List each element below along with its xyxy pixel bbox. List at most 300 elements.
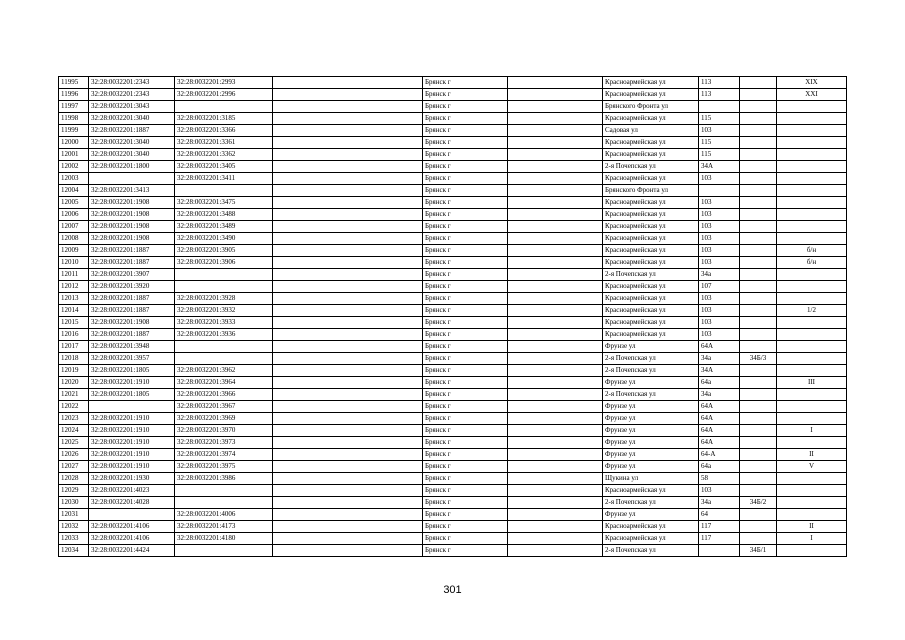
table-row: [59, 245, 847, 257]
apartment-cell: [777, 341, 847, 353]
object-cadastral-number-cell: 32:28:0032201:3362: [175, 149, 273, 161]
row-number-cell: 12029: [59, 485, 89, 497]
row-number-cell: 12003: [59, 173, 89, 185]
cadastral-number-cell: 32:28:0032201:1910: [89, 413, 175, 425]
row-number-cell: 12005: [59, 197, 89, 209]
cadastral-number-cell: 32:28:0032201:1887: [89, 293, 175, 305]
cadastral-number-cell: 32:28:0032201:1887: [89, 329, 175, 341]
house-number-cell: 34а: [699, 353, 740, 365]
cadastral-number-cell: 32:28:0032201:1800: [89, 161, 175, 173]
row-number-cell: 11996: [59, 89, 89, 101]
cadastral-number-cell: 32:28:0032201:1908: [89, 221, 175, 233]
table-row: [59, 293, 847, 305]
cadastral-number-cell: 32:28:0032201:1887: [89, 245, 175, 257]
row-number-cell: 11995: [59, 77, 89, 89]
house-number-cell: 64А: [699, 341, 740, 353]
object-cadastral-number-cell: 32:28:0032201:3974: [175, 449, 273, 461]
building-cell: [740, 377, 777, 389]
street-cell: Красноармейская ул: [603, 137, 699, 149]
street-cell: Фрунзе ул: [603, 437, 699, 449]
cadastral-number-cell: 32:28:0032201:1887: [89, 305, 175, 317]
house-number-cell: 64-А: [699, 449, 740, 461]
row-number-cell: 12024: [59, 425, 89, 437]
city-cell: Брянск г: [423, 281, 508, 293]
row-number-cell: 12012: [59, 281, 89, 293]
apartment-cell: 1/2: [777, 305, 847, 317]
house-number-cell: 103: [699, 257, 740, 269]
blank-cell: [273, 173, 423, 185]
object-cadastral-number-cell: 32:28:0032201:3932: [175, 305, 273, 317]
city-cell: Брянск г: [423, 221, 508, 233]
blank-cell: [273, 341, 423, 353]
blank-cell: [273, 545, 423, 557]
object-cadastral-number-cell: 32:28:0032201:3361: [175, 137, 273, 149]
apartment-cell: II: [777, 449, 847, 461]
object-cadastral-number-cell: 32:28:0032201:3986: [175, 473, 273, 485]
blank-cell: [273, 365, 423, 377]
table-row: [59, 353, 847, 365]
apartment-cell: [777, 173, 847, 185]
table-row: [59, 281, 847, 293]
table-row: [59, 197, 847, 209]
cadastral-number-cell: 32:28:0032201:1908: [89, 317, 175, 329]
street-cell: Красноармейская ул: [603, 245, 699, 257]
row-number-cell: 12013: [59, 293, 89, 305]
apartment-cell: [777, 329, 847, 341]
apartment-cell: [777, 197, 847, 209]
object-cadastral-number-cell: [175, 485, 273, 497]
object-cadastral-number-cell: [175, 269, 273, 281]
street-cell: Садовая ул: [603, 125, 699, 137]
city-cell: Брянск г: [423, 89, 508, 101]
object-cadastral-number-cell: 32:28:0032201:3936: [175, 329, 273, 341]
table-row: [59, 161, 847, 173]
object-cadastral-number-cell: 32:28:0032201:3970: [175, 425, 273, 437]
house-number-cell: 115: [699, 113, 740, 125]
blank-cell: [508, 77, 603, 89]
row-number-cell: 12000: [59, 137, 89, 149]
table-row: [59, 497, 847, 509]
object-cadastral-number-cell: 32:28:0032201:3475: [175, 197, 273, 209]
blank-cell: [508, 425, 603, 437]
cadastral-number-cell: 32:28:0032201:1910: [89, 437, 175, 449]
street-cell: Красноармейская ул: [603, 257, 699, 269]
building-cell: [740, 161, 777, 173]
apartment-cell: [777, 437, 847, 449]
building-cell: [740, 245, 777, 257]
blank-cell: [273, 197, 423, 209]
row-number-cell: 12021: [59, 389, 89, 401]
blank-cell: [273, 257, 423, 269]
apartment-cell: I: [777, 425, 847, 437]
table-row: [59, 257, 847, 269]
object-cadastral-number-cell: [175, 281, 273, 293]
city-cell: Брянск г: [423, 293, 508, 305]
table-row: [59, 545, 847, 557]
cadastral-number-cell: 32:28:0032201:1887: [89, 125, 175, 137]
apartment-cell: [777, 293, 847, 305]
street-cell: Фрунзе ул: [603, 413, 699, 425]
building-cell: [740, 449, 777, 461]
cadastral-number-cell: 32:28:0032201:1910: [89, 377, 175, 389]
object-cadastral-number-cell: 32:28:0032201:3975: [175, 461, 273, 473]
apartment-cell: [777, 221, 847, 233]
building-cell: 34Б/2: [740, 497, 777, 509]
city-cell: Брянск г: [423, 209, 508, 221]
apartment-cell: [777, 161, 847, 173]
street-cell: 2-я Почепская ул: [603, 365, 699, 377]
blank-cell: [273, 209, 423, 221]
table-row: [59, 89, 847, 101]
house-number-cell: 103: [699, 173, 740, 185]
street-cell: Красноармейская ул: [603, 89, 699, 101]
row-number-cell: 12027: [59, 461, 89, 473]
row-number-cell: 12009: [59, 245, 89, 257]
cadastral-number-cell: 32:28:0032201:3040: [89, 149, 175, 161]
building-cell: [740, 329, 777, 341]
object-cadastral-number-cell: 32:28:0032201:3185: [175, 113, 273, 125]
table-row: [59, 77, 847, 89]
table-row: [59, 185, 847, 197]
blank-cell: [508, 329, 603, 341]
street-cell: Красноармейская ул: [603, 521, 699, 533]
object-cadastral-number-cell: 32:28:0032201:3933: [175, 317, 273, 329]
street-cell: 2-я Почепская ул: [603, 161, 699, 173]
building-cell: [740, 521, 777, 533]
cadastral-number-cell: 32:28:0032201:3948: [89, 341, 175, 353]
table-row: [59, 533, 847, 545]
blank-cell: [273, 233, 423, 245]
apartment-cell: [777, 101, 847, 113]
row-number-cell: 12032: [59, 521, 89, 533]
apartment-cell: [777, 209, 847, 221]
object-cadastral-number-cell: [175, 497, 273, 509]
building-cell: [740, 461, 777, 473]
blank-cell: [273, 161, 423, 173]
blank-cell: [508, 485, 603, 497]
row-number-cell: 12031: [59, 509, 89, 521]
table-row: [59, 137, 847, 149]
house-number-cell: 34а: [699, 269, 740, 281]
blank-cell: [508, 149, 603, 161]
street-cell: Фрунзе ул: [603, 425, 699, 437]
building-cell: [740, 185, 777, 197]
blank-cell: [508, 197, 603, 209]
cadastral-number-cell: 32:28:0032201:3040: [89, 137, 175, 149]
city-cell: Брянск г: [423, 545, 508, 557]
house-number-cell: 64А: [699, 413, 740, 425]
house-number-cell: 103: [699, 485, 740, 497]
building-cell: [740, 401, 777, 413]
blank-cell: [508, 365, 603, 377]
blank-cell: [273, 89, 423, 101]
street-cell: Красноармейская ул: [603, 113, 699, 125]
cadastral-number-cell: 32:28:0032201:3907: [89, 269, 175, 281]
building-cell: [740, 233, 777, 245]
apartment-cell: [777, 413, 847, 425]
street-cell: Фрунзе ул: [603, 377, 699, 389]
street-cell: Фрунзе ул: [603, 509, 699, 521]
city-cell: Брянск г: [423, 533, 508, 545]
apartment-cell: [777, 281, 847, 293]
object-cadastral-number-cell: 32:28:0032201:3973: [175, 437, 273, 449]
house-number-cell: 64А: [699, 401, 740, 413]
object-cadastral-number-cell: 32:28:0032201:3928: [175, 293, 273, 305]
blank-cell: [508, 509, 603, 521]
table-row: [59, 305, 847, 317]
row-number-cell: 12019: [59, 365, 89, 377]
blank-cell: [273, 329, 423, 341]
house-number-cell: 103: [699, 317, 740, 329]
object-cadastral-number-cell: 32:28:0032201:4006: [175, 509, 273, 521]
street-cell: Красноармейская ул: [603, 209, 699, 221]
blank-cell: [273, 185, 423, 197]
house-number-cell: 117: [699, 533, 740, 545]
apartment-cell: [777, 269, 847, 281]
apartment-cell: [777, 509, 847, 521]
street-cell: Фрунзе ул: [603, 341, 699, 353]
house-number-cell: 103: [699, 293, 740, 305]
city-cell: Брянск г: [423, 149, 508, 161]
house-number-cell: 64А: [699, 437, 740, 449]
object-cadastral-number-cell: 32:28:0032201:2993: [175, 77, 273, 89]
row-number-cell: 12033: [59, 533, 89, 545]
blank-cell: [508, 533, 603, 545]
table-row: [59, 329, 847, 341]
row-number-cell: 12010: [59, 257, 89, 269]
house-number-cell: [699, 101, 740, 113]
city-cell: Брянск г: [423, 437, 508, 449]
house-number-cell: 103: [699, 233, 740, 245]
apartment-cell: III: [777, 377, 847, 389]
blank-cell: [508, 257, 603, 269]
apartment-cell: б/н: [777, 257, 847, 269]
building-cell: [740, 101, 777, 113]
house-number-cell: 64а: [699, 461, 740, 473]
house-number-cell: 113: [699, 89, 740, 101]
apartment-cell: I: [777, 533, 847, 545]
object-cadastral-number-cell: 32:28:0032201:3969: [175, 413, 273, 425]
street-cell: Красноармейская ул: [603, 305, 699, 317]
city-cell: Брянск г: [423, 461, 508, 473]
blank-cell: [273, 77, 423, 89]
house-number-cell: 103: [699, 245, 740, 257]
building-cell: [740, 365, 777, 377]
cadastral-number-cell: 32:28:0032201:2343: [89, 77, 175, 89]
house-number-cell: 34а: [699, 389, 740, 401]
blank-cell: [508, 293, 603, 305]
street-cell: Фрунзе ул: [603, 401, 699, 413]
street-cell: 2-я Почепская ул: [603, 389, 699, 401]
table-body: [59, 77, 847, 557]
blank-cell: [508, 269, 603, 281]
blank-cell: [273, 473, 423, 485]
object-cadastral-number-cell: [175, 545, 273, 557]
row-number-cell: 12023: [59, 413, 89, 425]
object-cadastral-number-cell: [175, 353, 273, 365]
blank-cell: [508, 233, 603, 245]
blank-cell: [273, 353, 423, 365]
building-cell: [740, 137, 777, 149]
city-cell: Брянск г: [423, 497, 508, 509]
cadastral-number-cell: 32:28:0032201:1908: [89, 233, 175, 245]
apartment-cell: XXI: [777, 89, 847, 101]
blank-cell: [273, 521, 423, 533]
house-number-cell: [699, 545, 740, 557]
blank-cell: [508, 353, 603, 365]
table-row: [59, 401, 847, 413]
cadastral-number-cell: 32:28:0032201:1805: [89, 365, 175, 377]
blank-cell: [508, 317, 603, 329]
building-cell: [740, 437, 777, 449]
building-cell: [740, 77, 777, 89]
apartment-cell: [777, 233, 847, 245]
street-cell: Красноармейская ул: [603, 233, 699, 245]
blank-cell: [508, 437, 603, 449]
house-number-cell: 103: [699, 209, 740, 221]
apartment-cell: [777, 353, 847, 365]
blank-cell: [273, 485, 423, 497]
row-number-cell: 12014: [59, 305, 89, 317]
blank-cell: [273, 113, 423, 125]
cadastral-number-cell: 32:28:0032201:3413: [89, 185, 175, 197]
street-cell: Красноармейская ул: [603, 197, 699, 209]
city-cell: Брянск г: [423, 305, 508, 317]
street-cell: Красноармейская ул: [603, 329, 699, 341]
row-number-cell: 12016: [59, 329, 89, 341]
apartment-cell: II: [777, 521, 847, 533]
blank-cell: [508, 137, 603, 149]
blank-cell: [508, 221, 603, 233]
building-cell: 34Б/3: [740, 353, 777, 365]
cadastral-number-cell: 32:28:0032201:1930: [89, 473, 175, 485]
object-cadastral-number-cell: [175, 185, 273, 197]
apartment-cell: [777, 149, 847, 161]
building-cell: [740, 305, 777, 317]
city-cell: Брянск г: [423, 485, 508, 497]
building-cell: [740, 197, 777, 209]
blank-cell: [508, 449, 603, 461]
blank-cell: [508, 209, 603, 221]
house-number-cell: [699, 185, 740, 197]
cadastral-number-cell: 32:28:0032201:4424: [89, 545, 175, 557]
city-cell: Брянск г: [423, 137, 508, 149]
blank-cell: [508, 377, 603, 389]
object-cadastral-number-cell: 32:28:0032201:3967: [175, 401, 273, 413]
row-number-cell: 12028: [59, 473, 89, 485]
blank-cell: [508, 497, 603, 509]
cadastral-number-cell: [89, 401, 175, 413]
blank-cell: [273, 293, 423, 305]
building-cell: 34Б/1: [740, 545, 777, 557]
blank-cell: [508, 281, 603, 293]
blank-cell: [273, 389, 423, 401]
building-cell: [740, 533, 777, 545]
table-row: [59, 521, 847, 533]
city-cell: Брянск г: [423, 77, 508, 89]
table-row: [59, 473, 847, 485]
apartment-cell: V: [777, 461, 847, 473]
street-cell: Красноармейская ул: [603, 317, 699, 329]
blank-cell: [508, 185, 603, 197]
building-cell: [740, 125, 777, 137]
table-row: [59, 377, 847, 389]
city-cell: Брянск г: [423, 257, 508, 269]
blank-cell: [508, 245, 603, 257]
building-cell: [740, 113, 777, 125]
object-cadastral-number-cell: 32:28:0032201:2996: [175, 89, 273, 101]
blank-cell: [508, 305, 603, 317]
building-cell: [740, 257, 777, 269]
apartment-cell: [777, 365, 847, 377]
cadastral-number-cell: [89, 173, 175, 185]
cadastral-number-cell: 32:28:0032201:1908: [89, 197, 175, 209]
apartment-cell: [777, 137, 847, 149]
object-cadastral-number-cell: 32:28:0032201:3966: [175, 389, 273, 401]
building-cell: [740, 149, 777, 161]
city-cell: Брянск г: [423, 413, 508, 425]
city-cell: Брянск г: [423, 113, 508, 125]
table-row: [59, 125, 847, 137]
cadastral-number-cell: 32:28:0032201:4106: [89, 533, 175, 545]
building-cell: [740, 485, 777, 497]
house-number-cell: 34А: [699, 161, 740, 173]
row-number-cell: 12025: [59, 437, 89, 449]
table-row: [59, 209, 847, 221]
city-cell: Брянск г: [423, 317, 508, 329]
blank-cell: [508, 461, 603, 473]
blank-cell: [273, 437, 423, 449]
blank-cell: [273, 461, 423, 473]
row-number-cell: 12018: [59, 353, 89, 365]
blank-cell: [273, 509, 423, 521]
cadastral-number-cell: 32:28:0032201:2343: [89, 89, 175, 101]
city-cell: Брянск г: [423, 161, 508, 173]
blank-cell: [508, 545, 603, 557]
street-cell: 2-я Почепская ул: [603, 269, 699, 281]
city-cell: Брянск г: [423, 353, 508, 365]
object-cadastral-number-cell: [175, 341, 273, 353]
apartment-cell: [777, 389, 847, 401]
house-number-cell: 103: [699, 197, 740, 209]
blank-cell: [273, 497, 423, 509]
blank-cell: [273, 281, 423, 293]
object-cadastral-number-cell: 32:28:0032201:3411: [175, 173, 273, 185]
blank-cell: [508, 161, 603, 173]
table-row: [59, 389, 847, 401]
building-cell: [740, 281, 777, 293]
house-number-cell: 58: [699, 473, 740, 485]
blank-cell: [508, 341, 603, 353]
city-cell: Брянск г: [423, 509, 508, 521]
house-number-cell: 64: [699, 509, 740, 521]
table-row: [59, 317, 847, 329]
house-number-cell: 115: [699, 149, 740, 161]
apartment-cell: [777, 473, 847, 485]
blank-cell: [508, 101, 603, 113]
city-cell: Брянск г: [423, 197, 508, 209]
apartment-cell: [777, 545, 847, 557]
blank-cell: [508, 389, 603, 401]
house-number-cell: 64а: [699, 377, 740, 389]
city-cell: Брянск г: [423, 401, 508, 413]
apartment-cell: [777, 317, 847, 329]
building-cell: [740, 221, 777, 233]
property-register-table: [58, 76, 847, 557]
building-cell: [740, 413, 777, 425]
apartment-cell: б/н: [777, 245, 847, 257]
row-number-cell: 12026: [59, 449, 89, 461]
